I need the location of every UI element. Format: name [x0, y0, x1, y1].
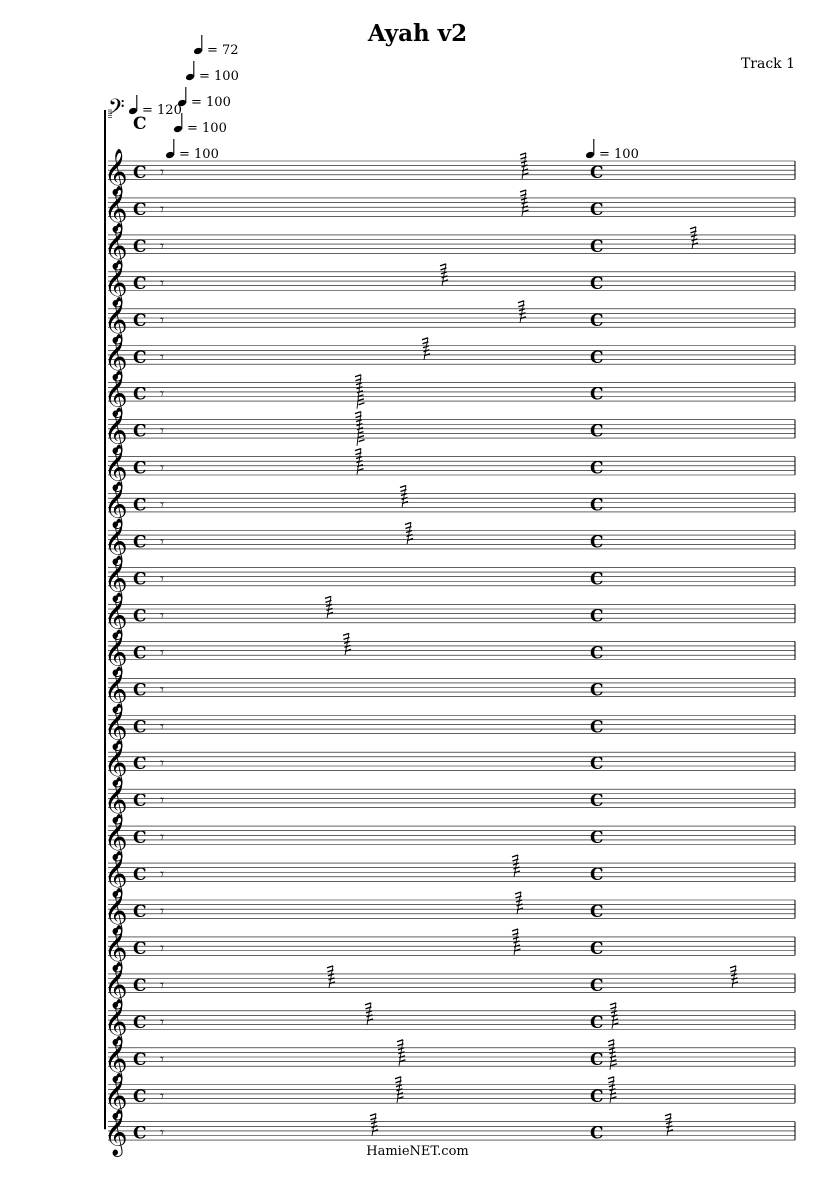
tempo-mark: = 100 — [187, 121, 227, 136]
instrument-name: Track 1 — [740, 56, 795, 72]
rest-icon: 𝄾 — [160, 310, 164, 329]
rest-stack-icon — [396, 1085, 402, 1087]
time-signature: C — [133, 717, 147, 738]
time-signature: C — [590, 791, 604, 812]
bass-clef-icon: 𝄢 — [108, 95, 125, 125]
rest-stack-icon — [520, 153, 526, 155]
time-signature: C — [590, 865, 604, 886]
rest-icon: 𝄾 — [160, 236, 164, 255]
rest-stack-icon — [611, 1064, 617, 1066]
time-signature: C — [133, 236, 147, 257]
rest-icon: 𝄾 — [160, 828, 164, 847]
rest-stack-icon-stem — [667, 1114, 671, 1136]
treble-clef-icon: 𝄞 — [104, 555, 128, 602]
rest-stack-icon — [358, 436, 364, 438]
time-signature: C — [133, 163, 147, 183]
treble-clef-icon: 𝄞 — [104, 740, 128, 787]
treble-clef-icon: 𝄞 — [104, 629, 128, 676]
rest-stack-icon — [609, 1048, 615, 1050]
time-signature: C — [133, 347, 147, 368]
time-signature: C — [133, 754, 147, 775]
rest-stack-icon — [345, 645, 351, 647]
rest-stack-icon — [405, 523, 411, 525]
time-signature: C — [590, 347, 604, 368]
treble-clef-icon: 𝄞 — [104, 407, 128, 454]
treble-clef-icon: 𝄞 — [104, 518, 128, 565]
time-signature: C — [590, 421, 604, 442]
time-signature: C — [590, 310, 604, 331]
time-signature: C — [590, 1123, 604, 1144]
rest-icon: 𝄾 — [160, 1086, 164, 1105]
rest-stack-icon — [512, 855, 518, 857]
rest-stack-icon-stem — [327, 596, 331, 618]
rest-icon: 𝄾 — [160, 865, 164, 884]
time-signature: C — [590, 1012, 604, 1033]
treble-clef-icon: 𝄞 — [104, 814, 128, 861]
time-signature: C — [133, 458, 147, 479]
rest-stack-icon — [512, 929, 518, 931]
rest-stack-icon — [325, 596, 331, 598]
time-signature: C — [133, 791, 147, 812]
rest-stack-icon — [520, 190, 526, 192]
rest-icon: 𝄾 — [160, 569, 164, 588]
time-signature: C — [590, 495, 604, 516]
treble-clef-icon: 𝄞 — [104, 481, 128, 528]
rest-stack-icon-stem — [732, 966, 736, 988]
tempo-mark: = 72 — [207, 43, 239, 58]
rest-icon: 𝄾 — [160, 495, 164, 514]
rest-icon: 𝄾 — [160, 199, 164, 218]
time-signature: C — [590, 717, 604, 738]
rest-stack-icon — [367, 1015, 373, 1017]
time-signature: C — [590, 199, 604, 220]
rest-icon: 𝄾 — [160, 532, 164, 551]
treble-clef-icon: 𝄞 — [104, 1035, 128, 1082]
treble-clef-icon: 𝄞 — [104, 333, 128, 380]
treble-clef-icon: 𝄞 — [104, 924, 128, 971]
time-signature: C — [590, 458, 604, 479]
rest-stack-icon — [397, 1040, 403, 1042]
treble-clef-icon: 𝄞 — [104, 370, 128, 417]
rest-stack-icon — [422, 338, 428, 340]
tempo-mark: = 100 — [599, 147, 639, 162]
tempo-mark: = 100 — [179, 147, 219, 162]
rest-stack-icon — [609, 1085, 615, 1087]
time-signature: C — [133, 532, 147, 553]
rest-icon: 𝄾 — [160, 273, 164, 292]
treble-clef-icon: 𝄞 — [104, 666, 128, 713]
time-signature: C — [133, 273, 147, 294]
rest-stack-icon — [355, 375, 361, 377]
treble-clef-icon: 𝄞 — [104, 149, 128, 195]
rest-stack-icon-stem — [402, 486, 406, 508]
rest-stack-icon — [518, 301, 524, 303]
treble-clef-icon: 𝄞 — [104, 777, 128, 824]
treble-clef-icon: 𝄞 — [104, 1072, 128, 1119]
page-title: Ayah v2 — [367, 20, 468, 47]
rest-icon: 𝄾 — [160, 643, 164, 662]
rest-icon: 𝄾 — [160, 680, 164, 699]
rest-stack-icon — [343, 633, 349, 635]
time-signature: C — [590, 680, 604, 701]
tempo-mark: = 100 — [199, 69, 239, 84]
rest-stack-icon — [730, 966, 736, 968]
time-signature: C — [133, 680, 147, 701]
time-signature: C — [133, 199, 147, 220]
rest-icon: 𝄾 — [160, 902, 164, 920]
rest-icon: 𝄾 — [160, 347, 164, 366]
rest-stack-icon — [608, 1040, 614, 1042]
time-signature: C — [590, 754, 604, 775]
rest-stack-icon-stem — [424, 338, 428, 360]
treble-clef-icon: 𝄞 — [104, 1109, 128, 1156]
time-signature: C — [590, 163, 604, 183]
rest-stack-icon-stem — [692, 227, 696, 249]
treble-clef-icon: 𝄞 — [104, 222, 128, 269]
time-signature: C — [133, 384, 147, 405]
rest-stack-icon — [400, 486, 406, 488]
time-signature: C — [133, 938, 147, 959]
rest-stack-icon — [442, 276, 448, 278]
rest-stack-icon-stem — [367, 1003, 371, 1025]
rest-icon: 𝄾 — [160, 754, 164, 773]
rest-stack-icon — [365, 1003, 371, 1005]
time-signature: C — [133, 828, 147, 849]
rest-stack-icon-stem — [514, 855, 518, 877]
rest-stack-icon — [608, 1077, 614, 1079]
rest-stack-icon — [355, 412, 361, 414]
rest-icon: 𝄾 — [160, 458, 164, 477]
rest-stack-icon — [402, 498, 408, 500]
rest-stack-icon — [520, 313, 526, 315]
rest-icon: 𝄾 — [160, 606, 164, 625]
time-signature: C — [133, 606, 147, 627]
rest-stack-icon — [515, 892, 521, 894]
rest-icon: 𝄾 — [160, 421, 164, 440]
rest-stack-icon-stem — [520, 301, 524, 323]
time-signature: C — [133, 1086, 147, 1107]
rest-stack-icon — [355, 449, 361, 451]
treble-clef-icon: 𝄞 — [104, 851, 128, 898]
rest-stack-icon — [665, 1114, 671, 1116]
treble-clef-icon: 𝄞 — [104, 998, 128, 1045]
rest-stack-icon — [359, 403, 365, 405]
rest-stack-icon-stem — [442, 264, 446, 286]
rest-stack-icon — [424, 350, 430, 352]
rest-stack-icon-stem — [372, 1114, 376, 1136]
time-signature: C — [590, 236, 604, 257]
rest-icon: 𝄾 — [160, 1012, 164, 1031]
time-signature: C — [590, 643, 604, 664]
rest-stack-icon-stem — [329, 966, 333, 988]
treble-clef-icon: 𝄞 — [104, 296, 128, 343]
rest-stack-icon — [395, 1077, 401, 1079]
time-signature: C — [590, 569, 604, 590]
rest-stack-icon — [690, 227, 696, 229]
time-signature: C — [133, 569, 147, 590]
rest-icon: 𝄾 — [160, 384, 164, 403]
treble-clef-icon: 𝄞 — [104, 961, 128, 1008]
time-signature: C — [133, 495, 147, 516]
time-signature: C — [133, 1049, 147, 1070]
time-signature: C — [590, 1086, 604, 1107]
rest-stack-icon — [327, 966, 333, 968]
rest-stack-icon — [610, 1003, 616, 1005]
time-signature: C — [590, 273, 604, 294]
treble-clef-icon: 𝄞 — [104, 888, 128, 934]
rest-icon: 𝄾 — [160, 163, 164, 181]
time-signature: C — [133, 865, 147, 886]
rest-icon: 𝄾 — [160, 717, 164, 736]
rest-icon: 𝄾 — [160, 975, 164, 994]
rest-stack-icon-stem — [407, 523, 411, 545]
tempo-mark: = 100 — [191, 95, 231, 110]
time-signature: C — [590, 384, 604, 405]
time-signature: C — [133, 114, 147, 134]
rest-icon: 𝄾 — [160, 1049, 164, 1068]
rest-icon: 𝄾 — [160, 938, 164, 957]
rest-icon: 𝄾 — [160, 1123, 164, 1142]
time-signature: C — [133, 310, 147, 331]
time-signature: C — [590, 938, 604, 959]
rest-stack-icon — [398, 1048, 404, 1050]
time-signature: C — [133, 1123, 147, 1144]
time-signature: C — [590, 828, 604, 849]
rest-stack-icon-stem — [345, 633, 349, 655]
time-signature: C — [590, 1049, 604, 1070]
rest-icon: 𝄾 — [160, 791, 164, 810]
time-signature: C — [133, 1012, 147, 1033]
treble-clef-icon: 𝄞 — [104, 259, 128, 306]
rest-stack-icon — [440, 264, 446, 266]
time-signature: C — [133, 643, 147, 664]
rest-stack-icon — [370, 1114, 376, 1116]
rest-stack-icon-stem — [517, 892, 521, 914]
time-signature: C — [133, 975, 147, 996]
time-signature: C — [133, 421, 147, 442]
tempo-mark: = 120 — [142, 103, 182, 118]
time-signature: C — [590, 902, 604, 922]
rest-stack-icon — [514, 867, 520, 869]
time-signature: C — [133, 902, 147, 922]
time-signature: C — [590, 975, 604, 996]
treble-clef-icon: 𝄞 — [104, 444, 128, 491]
rest-stack-icon — [358, 399, 364, 401]
footer-credit: HamieNET.com — [366, 1144, 469, 1159]
treble-clef-icon: 𝄞 — [104, 703, 128, 750]
treble-clef-icon: 𝄞 — [104, 185, 128, 232]
treble-clef-icon: 𝄞 — [104, 592, 128, 639]
time-signature: C — [590, 606, 604, 627]
time-signature: C — [590, 532, 604, 553]
rest-stack-icon — [359, 440, 365, 442]
